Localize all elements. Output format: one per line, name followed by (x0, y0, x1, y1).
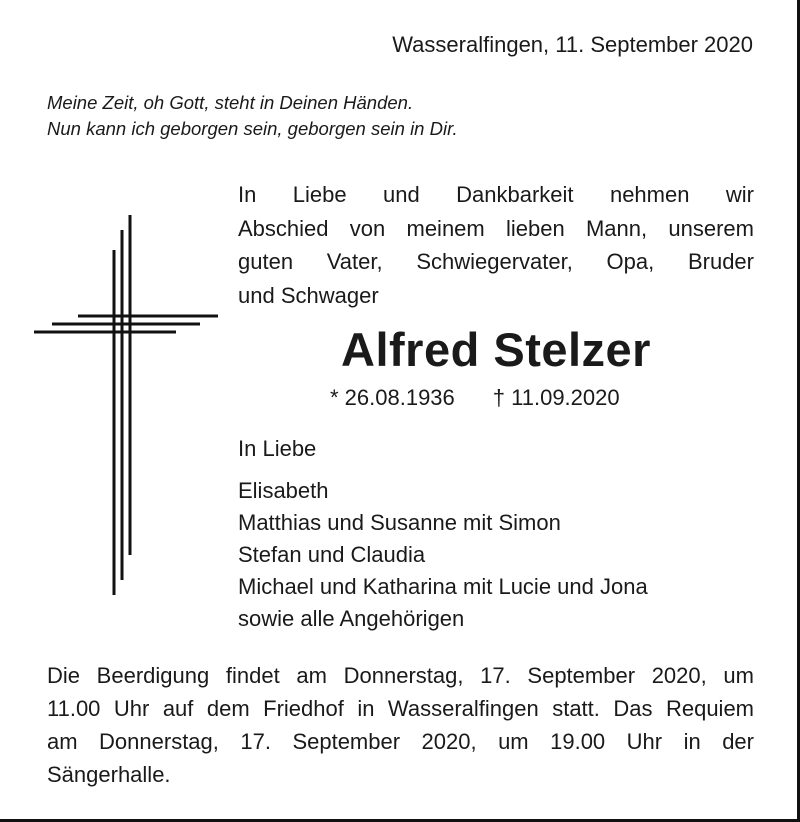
birth-date: * 26.08.1936 (330, 385, 455, 410)
funeral-info (47, 659, 754, 791)
life-dates (330, 385, 620, 411)
intro-line: und Schwager (238, 282, 379, 308)
place-date: Wasseralfingen, 11. September 2020 (392, 32, 753, 57)
mourners-heading: In Liebe (238, 436, 317, 461)
funeral-line: Die Beerdigung findet am Donnerstag, 17. September 2020, um (47, 663, 754, 688)
intro-text (238, 178, 754, 312)
mourner-line: Stefan und Claudia (238, 542, 426, 567)
mourner-line: Elisabeth (238, 478, 329, 503)
quote-line: Nun kann ich geborgen sein, geborgen sein in Dir. (47, 118, 458, 139)
cross-icon (30, 210, 230, 600)
quote-line: Meine Zeit, oh Gott, steht in Deinen Händen. (47, 92, 414, 113)
intro-line: Abschied von meinem lieben Mann, unserem (238, 215, 754, 241)
mourner-line: Michael und Katharina mit Lucie und Jona (238, 574, 648, 599)
funeral-line: 11.00 Uhr auf dem Friedhof in Wasseralfingen statt. Das Requiem (47, 696, 754, 721)
intro-line: guten Vater, Schwiegervater, Opa, Bruder (238, 249, 754, 274)
bible-quote (47, 90, 458, 142)
mourner-line: Matthias und Susanne mit Simon (238, 510, 561, 535)
funeral-line: Sängerhalle. (47, 762, 171, 787)
death-date: † 11.09.2020 (492, 385, 620, 410)
mourner-line: sowie alle Angehörigen (238, 606, 465, 631)
mourners-list (238, 475, 648, 635)
funeral-line: am Donnerstag, 17. September 2020, um 19.00 Uhr in der (47, 729, 754, 754)
deceased-name: Alfred Stelzer (341, 323, 651, 376)
intro-line: In Liebe und Dankbarkeit nehmen wir (238, 182, 754, 207)
